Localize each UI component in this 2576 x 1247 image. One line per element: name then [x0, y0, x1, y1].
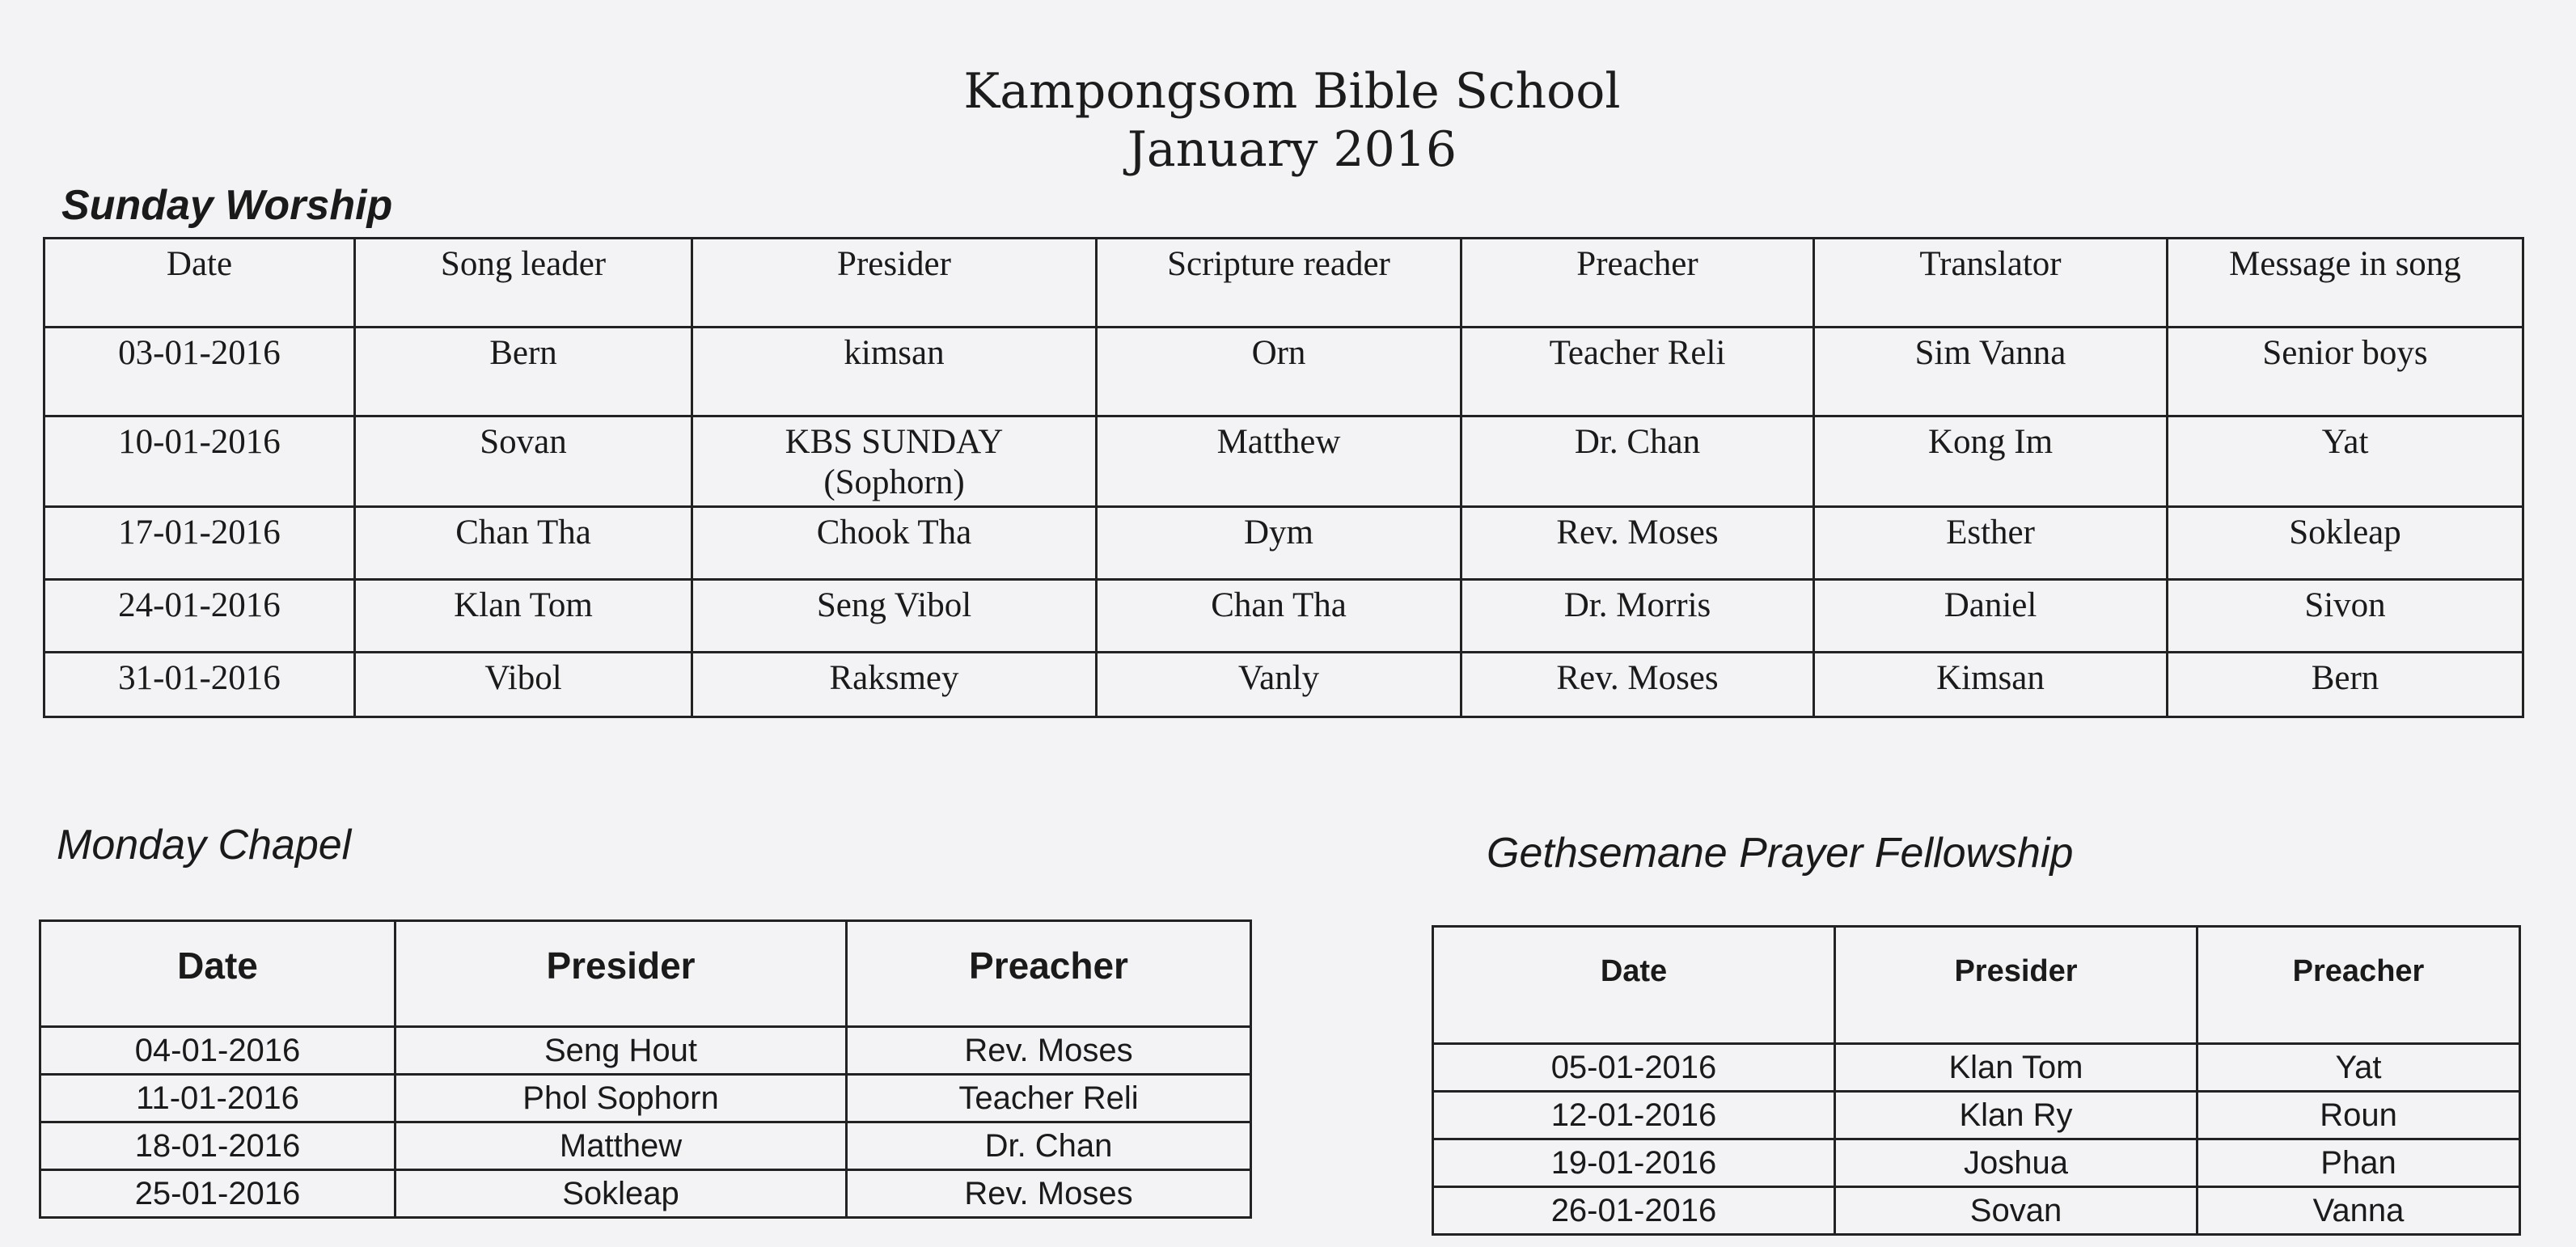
table-cell: Esther — [1814, 507, 2168, 580]
table-cell: 10-01-2016 — [44, 416, 355, 507]
table-cell: Vanly — [1097, 653, 1461, 717]
table-cell: Dym — [1097, 507, 1461, 580]
table-cell: Matthew — [1097, 416, 1461, 507]
document-subtitle: January 2016 — [1127, 121, 1457, 178]
column-header: Message in song — [2168, 239, 2523, 328]
column-header: Song leader — [355, 239, 692, 328]
column-header: Translator — [1814, 239, 2168, 328]
table-cell: 25-01-2016 — [40, 1170, 395, 1218]
table-row — [44, 580, 2523, 653]
sunday-worship-heading: Sunday Worship — [61, 182, 393, 229]
table-cell: Raksmey — [692, 653, 1097, 717]
table-cell: 03-01-2016 — [44, 328, 355, 416]
table-row — [44, 328, 2523, 416]
table-cell: Sovan — [1835, 1187, 2197, 1235]
table-cell: Sovan — [355, 416, 692, 507]
column-header: Date — [1433, 927, 1835, 1044]
table-cell: Orn — [1097, 328, 1461, 416]
column-header: Scripture reader — [1097, 239, 1461, 328]
table-row — [1433, 1139, 2520, 1187]
table-cell: 18-01-2016 — [40, 1122, 395, 1170]
table-row — [40, 1075, 1251, 1122]
table-cell: Dr. Chan — [847, 1122, 1251, 1170]
table-row — [44, 653, 2523, 717]
table-cell: Klan Tom — [355, 580, 692, 653]
table-cell: Bern — [2168, 653, 2523, 717]
column-header: Date — [44, 239, 355, 328]
table-cell: 19-01-2016 — [1433, 1139, 1835, 1187]
table-cell: Kimsan — [1814, 653, 2168, 717]
table-header-row — [40, 921, 1251, 1027]
table-cell: Klan Ry — [1835, 1092, 2197, 1139]
table-cell: Matthew — [395, 1122, 847, 1170]
table-cell: Rev. Moses — [1461, 507, 1814, 580]
table-cell: Sokleap — [395, 1170, 847, 1218]
table-cell: Sokleap — [2168, 507, 2523, 580]
table-row — [40, 1170, 1251, 1218]
column-header: Presider — [692, 239, 1097, 328]
table-cell-line: KBS SUNDAY — [785, 423, 1004, 461]
table-cell: Vibol — [355, 653, 692, 717]
table-cell: 05-01-2016 — [1433, 1044, 1835, 1092]
table-cell: Dr. Morris — [1461, 580, 1814, 653]
table-header-row — [44, 239, 2523, 328]
table-cell-line: (Sophorn) — [823, 463, 965, 501]
table-cell: 24-01-2016 — [44, 580, 355, 653]
monday-chapel-heading: Monday Chapel — [57, 822, 352, 869]
table-cell: Senior boys — [2168, 328, 2523, 416]
table-cell: 04-01-2016 — [40, 1027, 395, 1075]
table-cell: Rev. Moses — [847, 1027, 1251, 1075]
table-cell: Roun — [2197, 1092, 2520, 1139]
gethsemane-heading: Gethsemane Prayer Fellowship — [1487, 830, 2074, 877]
table-cell: Teacher Reli — [1461, 328, 1814, 416]
table-cell: Rev. Moses — [1461, 653, 1814, 717]
table-cell: Joshua — [1835, 1139, 2197, 1187]
table-cell: 12-01-2016 — [1433, 1092, 1835, 1139]
table-cell: Phan — [2197, 1139, 2520, 1187]
table-cell: Yat — [2168, 416, 2523, 507]
column-header: Preacher — [1461, 239, 1814, 328]
table-cell: Klan Tom — [1835, 1044, 2197, 1092]
table-row — [40, 1122, 1251, 1170]
table-header-row — [1433, 927, 2520, 1044]
table-cell: Teacher Reli — [847, 1075, 1251, 1122]
table-cell — [692, 416, 1097, 507]
table-row — [44, 416, 2523, 507]
table-cell: Vanna — [2197, 1187, 2520, 1235]
table-cell: 17-01-2016 — [44, 507, 355, 580]
column-header: Preacher — [2197, 927, 2520, 1044]
table-cell: Kong Im — [1814, 416, 2168, 507]
table-cell: Seng Vibol — [692, 580, 1097, 653]
table-row — [40, 1027, 1251, 1075]
sunday-worship-table — [43, 237, 2524, 718]
monday-chapel-table — [39, 919, 1252, 1219]
table-cell: kimsan — [692, 328, 1097, 416]
table-cell: Sivon — [2168, 580, 2523, 653]
table-row — [1433, 1092, 2520, 1139]
gethsemane-prayer-table — [1432, 925, 2521, 1236]
table-cell: Chan Tha — [1097, 580, 1461, 653]
column-header: Date — [40, 921, 395, 1027]
table-cell: Daniel — [1814, 580, 2168, 653]
table-cell: 26-01-2016 — [1433, 1187, 1835, 1235]
table-row — [44, 507, 2523, 580]
document-title: Kampongsom Bible School — [963, 63, 1621, 120]
column-header: Presider — [1835, 927, 2197, 1044]
column-header: Preacher — [847, 921, 1251, 1027]
table-cell: Dr. Chan — [1461, 416, 1814, 507]
table-row — [1433, 1044, 2520, 1092]
table-cell: Sim Vanna — [1814, 328, 2168, 416]
table-cell: Seng Hout — [395, 1027, 847, 1075]
table-cell: Chan Tha — [355, 507, 692, 580]
table-cell: 31-01-2016 — [44, 653, 355, 717]
table-cell: Bern — [355, 328, 692, 416]
column-header: Presider — [395, 921, 847, 1027]
table-cell: Rev. Moses — [847, 1170, 1251, 1218]
table-cell: Phol Sophorn — [395, 1075, 847, 1122]
table-cell: Yat — [2197, 1044, 2520, 1092]
table-cell: Chook Tha — [692, 507, 1097, 580]
table-cell: 11-01-2016 — [40, 1075, 395, 1122]
table-row — [1433, 1187, 2520, 1235]
